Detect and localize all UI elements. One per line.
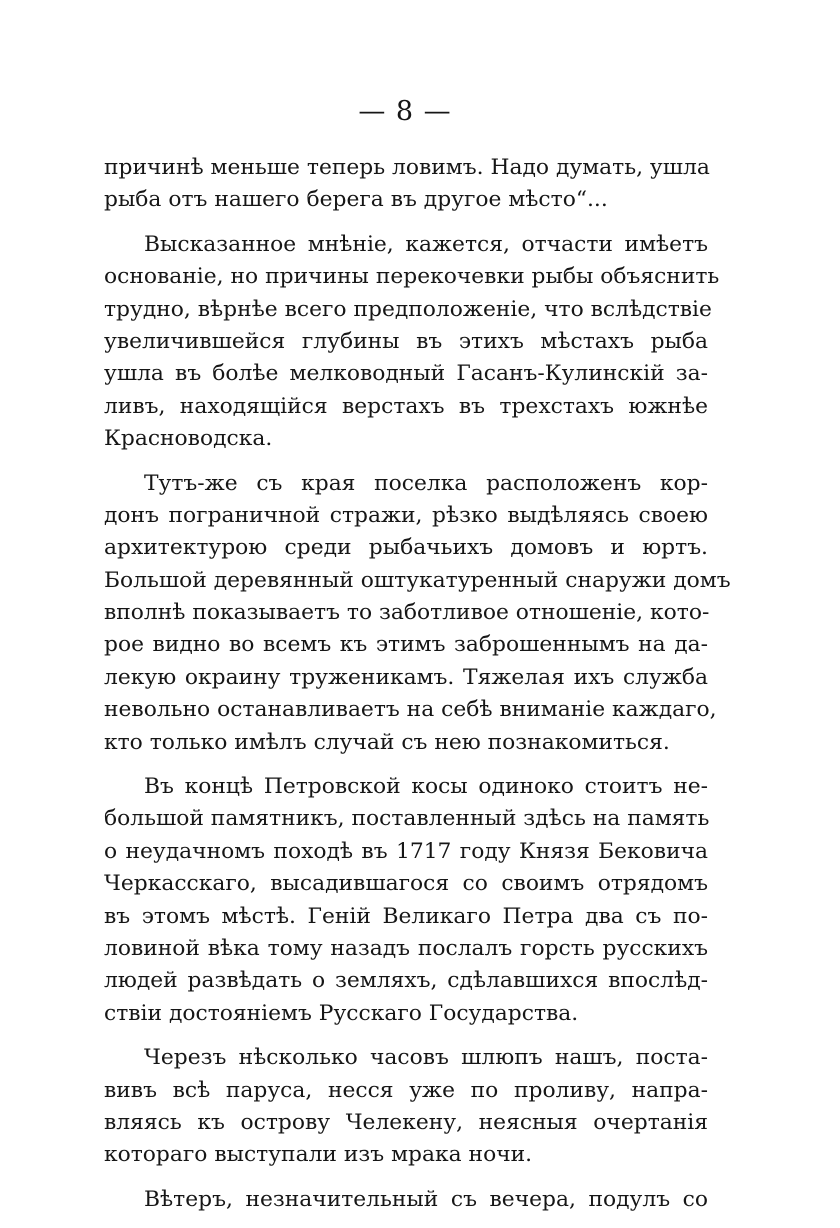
text-line: о неудачномъ походѣ въ 1717 году Князя Бековича [104,838,708,864]
text-line: ушла въ болѣе мелководный Гасанъ-Кулинскій за- [104,361,708,387]
text-line: Большой деревянный оштукатуренный снаружи домъ [104,567,731,593]
paragraph-5 [104,1042,708,1172]
paragraph-3 [104,468,731,760]
paragraph-4 [104,771,708,1030]
text-line: рое видно во всемъ къ этимъ заброшеннымъ на да- [104,632,708,658]
paragraph-2 [104,229,720,456]
text-line: Въ концѣ Петровской косы одиноко стоитъ не- [144,774,708,800]
text-line: рыба отъ нашего берега въ другое мѣсто“... [104,187,608,213]
text-line: въ этомъ мѣстѣ. Геній Великаго Петра два съ по- [104,903,708,929]
text-line: увеличившейся глубины въ этихъ мѣстахъ рыба [104,328,708,354]
text-line: вполнѣ показываетъ то заботливое отношеніе, кото- [104,600,710,626]
paragraph-1 [104,152,708,217]
text-line: ловиной вѣка тому назадъ послалъ горсть русскихъ [104,935,708,961]
text-line: Черезъ нѣсколько часовъ шлюпъ нашъ, поста- [144,1045,708,1071]
text-line: ливъ, находящійся верстахъ въ трехстахъ южнѣе [104,393,708,419]
text-line: Высказанное мнѣніе, кажется, отчасти имѣетъ [144,231,708,257]
text-line: Черкасскаго, высадившагося со своимъ отрядомъ [104,871,708,897]
text-line: основаніе, но причины перекочевки рыбы объяснить [104,264,720,290]
text-line: Красноводска. [104,426,273,452]
text-line: Тутъ-же съ края поселка расположенъ кор- [144,470,708,496]
text-line: трудно, вѣрнѣе всего предположеніе, что вслѣдствіе [104,296,712,322]
text-line: вляясь къ острову Челекену, неясныя очертанія [104,1109,708,1135]
text-line: большой памятникъ, поставленный здѣсь на память [104,806,710,832]
text-line: Вѣтеръ, незначительный съ вечера, подулъ со [144,1186,708,1212]
text-line: лекую окраину труженикамъ. Тяжелая ихъ служба [104,664,708,690]
text-line: кто только имѣлъ случай съ нею познакомиться. [104,729,670,755]
text-line: ствіи достояніемъ Русскаго Государства. [104,1000,579,1026]
text-line: котораго выступали изъ мрака ночи. [104,1142,533,1168]
text-line: причинѣ меньше теперь ловимъ. Надо думать, ушла [104,155,710,180]
paragraph-6 [104,1184,708,1216]
text-line: людей развѣдать о земляхъ, сдѣлавшихся впослѣд- [104,968,708,994]
text-line: архитектурою среди рыбачьихъ домовъ и юртъ. [104,535,708,561]
body-text [104,152,731,1228]
page-number: — 8 — [358,96,452,127]
text-line: невольно останавливаетъ на себѣ вниманіе каждаго, [104,697,717,723]
text-line: донъ пограничной стражи, рѣзко выдѣляясь своею [104,502,708,528]
text-line: вивъ всѣ паруса, несся уже по проливу, напра- [104,1077,708,1103]
